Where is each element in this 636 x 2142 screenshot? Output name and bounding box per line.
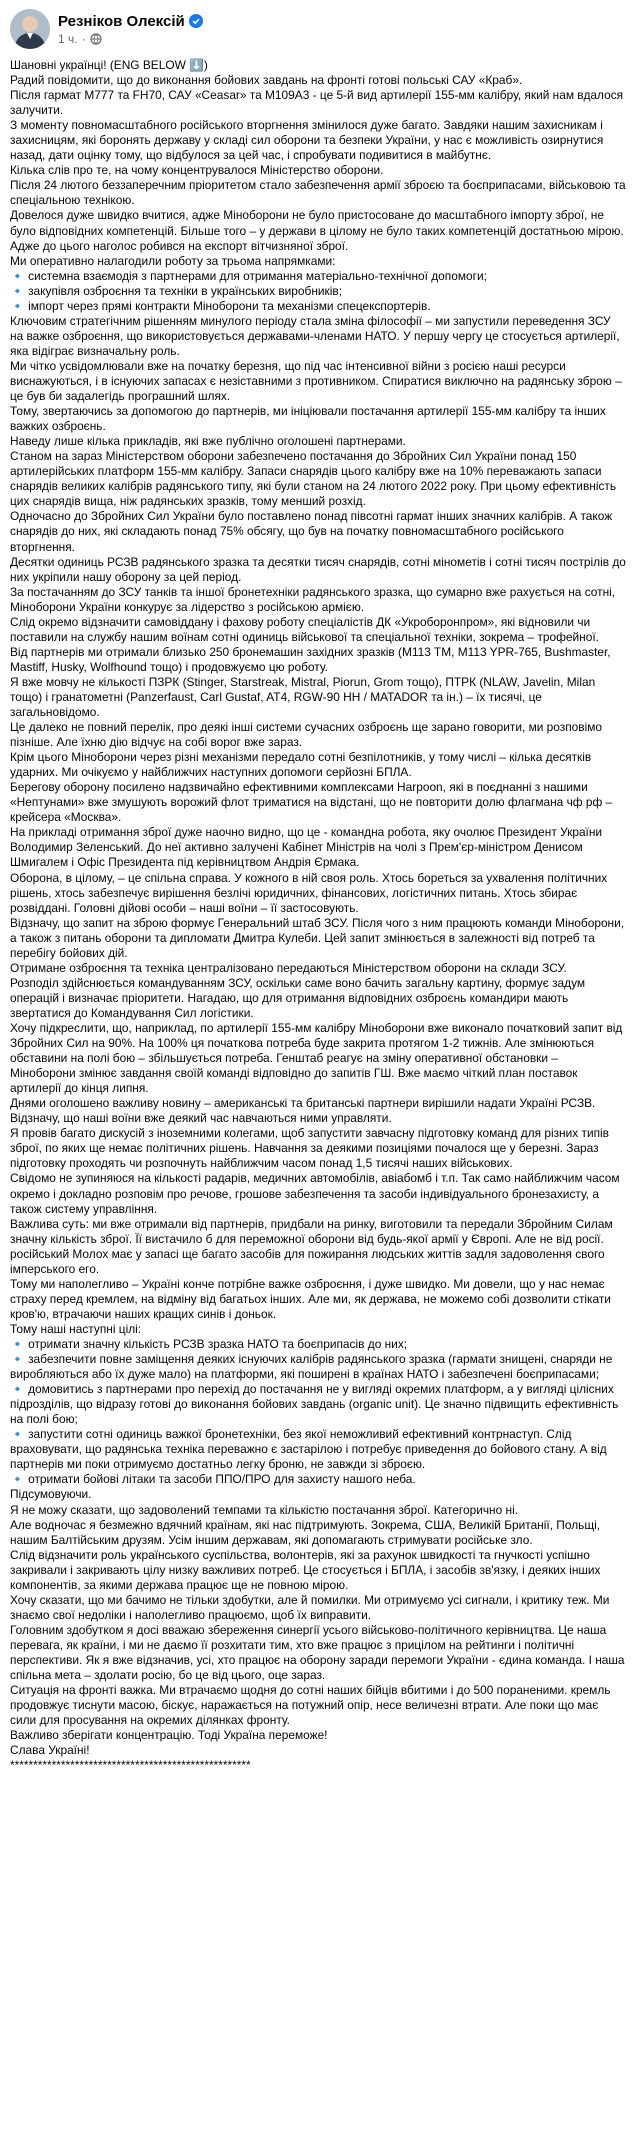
post-paragraph: Ми оперативно налагодили роботу за трьома напрямками: [10, 253, 336, 268]
post-paragraph: російський Молох має у запасі ще багато засобів для пожирання людських життів задля задоволення свого імперського его. [10, 1246, 605, 1276]
post-paragraph: Розподіл здійснюється командуванням ЗСУ, оскільки саме воно бачить загальну картину, формує задум операцій і визначає пріоритети. Нагадаю, що для отримання відповідних озброєнь командири мають звертатися до Командування Сил логістики. [10, 975, 586, 1020]
author-name[interactable]: Резніков Олексій [58, 12, 185, 30]
post-meta [58, 13, 203, 46]
dot-separator: · [81, 31, 86, 46]
post-paragraph: Хочу підкреслити, що, наприклад, по артилерії 155-мм калібру Міноборони вже виконало початковий запит від Збройних Сил на 90%. На 100% ця початкова потреба буде закрита протягом 1-2 тижнів. Але змінюються обставини на полі бою – збільшується потреба. Генштаб реагує на зміну оперативної обстановки – Міноборони змінює завдання своїй команді відповідно до запитів ГШ. Вже маємо чіткий план поставок артилерії до кінця липня. [10, 1021, 623, 1096]
post-paragraph: Берегову оборону посилено надзвичайно ефективними комплексами Harpoon, які в поєднанні з нашими «Нептунами» вже змушують ворожий флот триматися на відстані, що не повторити долю флагмана чф рф – крейсера «Москва». [10, 780, 613, 825]
post-body [0, 54, 636, 1773]
post-header [0, 0, 636, 54]
post-paragraph: 🔹 імпорт через прямі контракти Міноборони та механізми спецекспортерів. [10, 298, 431, 313]
post-paragraph: Головним здобутком я досі вважаю збереження синергії усього військово-політичного керівництва. Це наша перевага, як країни, і ми не даємо її розхитати тим, хто вже працює з прицілом на рейтинги і політичні перспективи. Як я вже відзначив, усі, хто працює на оборону заради перемоги України - єдина команда. І наша спільна мета – здолати росію, бо це від цього, оце зараз. [10, 1622, 625, 1683]
separator-line: **************************************************** [10, 1758, 251, 1773]
post-paragraph: Але водночас я безмежно вдячний країнам, які нас підтримують. Зокрема, США, Великій Британії, Польщі, нашим Балтійським друзям. Усім іншим державам, які допомагають стримувати російське зло. [10, 1517, 601, 1547]
post-paragraph: Тому ми наполегливо – Україні конче потрібне важке озброєння, і дуже швидко. Ми довели, що у нас немає страху перед кремлем, на відміну від багатьох інших. Але ми, як держава, не можемо собі дозволити стікати кров'ю, втрачаючи наших кращих синів і доньок. [10, 1276, 611, 1321]
post-paragraph: Я не можу сказати, що задоволений темпами та кількістю постачання зброї. Категорично ні. [10, 1502, 519, 1517]
post-paragraph: Станом на зараз Міністерством оборони забезпечено постачання до Збройних Сил України понад 150 артилерійських платформ 155-мм калібру. Запаси снарядів цього калібру вже на 10% переважають запаси снарядів великих калібрів радянського типу, які були станом на 24 лютого 2022 року. При цьому ефективність цих снарядів вища, ніж радянських зразків, тому менший розхід. [10, 449, 617, 509]
post-paragraph: 🔹 отримати значну кількість РСЗВ зразка НАТО та боєприпасів до них; [10, 1336, 408, 1351]
post-paragraph: Крім цього Міноборони через різні механізми передало сотні безпілотників, у тому числі – кілька десятків ударних. Ми очікуємо у найближчих наступних допомоги серйозні БПЛА. [10, 750, 592, 780]
post-paragraph: 🔹 системна взаємодія з партнерами для отримання матеріально-технічної допомоги; [10, 268, 487, 283]
post-paragraph: 🔹 запустити сотні одиниць важкої бронетехніки, без якої неможливий ефективний контрнаступ. Слід враховувати, що радянська техніка переважно є застарілою і потребує приведення до бойового стану. А від партнерів ми поки отримуємо достатньо легку броню, не завжди зі зброєю. [10, 1427, 607, 1472]
post-paragraph: Важливо зберігати концентрацію. Тоді Україна переможе! [10, 1728, 328, 1743]
post-paragraph: Отримане озброєння та техніка централізовано передаються Міністерством оборони на склади ЗСУ. [10, 960, 567, 975]
post-paragraph: Важлива суть: ми вже отримали від партнерів, придбали на ринку, виготовили та передали Збройним Силам значну кількість зброї. Її вистачило б для переможної оборони від будь-якої армії у Європі. Але не від росії. [10, 1216, 613, 1246]
post-paragraph: 🔹 закупівля озброєння та техніки в українських виробників; [10, 283, 342, 298]
post-paragraph: За постачанням до ЗСУ танків та іншої бронетехніки радянського зразка, що сумарно вже рахується на сотні, Міноборони України конкурує за лідерство з російською армією. [10, 584, 616, 614]
post-paragraph: Радий повідомити, що до виконання бойових завдань на фронті готові польські САУ «Краб». [10, 73, 523, 88]
post-paragraph: Ми чітко усвідомлювали вже на початку березня, що під час інтенсивної війни з росією наші ресурси виснажуються, і в існуючих запасах є незіставними з противником. Спиратися виключно на радянську зброю – це був би задалегідь програшний шлях. [10, 358, 622, 404]
post-paragraph: 🔹 домовитись з партнерами про перехід до постачання не у вигляді окремих платформ, а у вигляді цілісних підрозділів, що відразу готові до виконання бойових завдань (organic unit). Це значно підвищить ефективність на полі бою; [10, 1382, 619, 1427]
post-paragraph: 🔹 отримати бойові літаки та засоби ППО/ПРО для захисту нашого неба. [10, 1472, 416, 1487]
post-paragraph: Підсумовуючи. [10, 1487, 92, 1502]
author-row [58, 13, 203, 30]
verified-badge-icon [189, 14, 203, 28]
post-paragraph: Від партнерів ми отримали близько 250 бронемашин західних зразків (M113 TM, M113 YPR-765, Bushmaster, Mastiff, Husky, Wolfhound тощо) і продовжуємо цю роботу. [10, 644, 611, 674]
post-paragraph: Шановні українці! (ENG BELOW ⬇️) [10, 58, 208, 72]
post-paragraph: 🔹 забезпечити повне заміщення деяких існуючих калібрів радянського зразка (гармати знищені, снаряди не виробляються або їх дуже мало) на платформи, які поширені в країнах НАТО і забезпечені боєприпасами; [10, 1352, 613, 1382]
post-paragraph: Довелося дуже швидко вчитися, адже Міноборони не було пристосоване до масштабного імпорту зброї, не було відповідних компетенцій. Більше того – у держави в цілому не було таких компетенцій достатньою мірою. Адже до цього наголос робився на експорт вітчизняної зброї. [10, 208, 624, 253]
post-paragraph: Тому наші наступні цілі: [10, 1321, 142, 1336]
post-paragraph: Після гармат М777 та FH70, САУ «Ceasar» та M109A3 - це 5-й вид артилерії 155-мм калібру, який нам вдалося залучити. [10, 88, 624, 118]
post-paragraph: Кілька слів про те, на чому концентрувалося Міністерство оборони. [10, 163, 384, 178]
post-paragraph: Ситуація на фронті важка. Ми втрачаємо щодня до сотні наших бійців вбитими і до 500 пораненими. кремль продовжує тиснути масою, біскує, наражається на потужний опір, несе величезні втрати. Але поки що має сили для просування на окремих ділянках фронту. [10, 1683, 611, 1728]
post-paragraph: Тому, звертаючись за допомогою до партнерів, ми ініціювали постачання артилерії 155-мм калібру та інших важких озброєнь. [10, 404, 606, 434]
globe-icon [90, 33, 102, 45]
avatar-photo-icon [10, 9, 50, 49]
post-paragraph: Одночасно до Збройних Сил України було поставлено понад півсотні гармат інших значних калібрів. А також снарядів до них, які складають понад 75% обсягу, що був на початку повномасштабного російського вторгнення. [10, 509, 613, 554]
post-paragraph: Десятки одиниць РСЗВ радянського зразка та десятки тисяч снарядів, сотні мінометів і сотні тисяч пострілів до них укріпили нашу оборону за цей період. [10, 554, 626, 584]
post-paragraph: Ключовим стратегічним рішенням минулого періоду стала зміна філософії – ми запустили переведення ЗСУ на важке озброєння, що використовується державами-членами НАТО. У першу чергу це стосується артилерії, яка відіграє визначальну роль. [10, 313, 620, 358]
post-paragraph: Днями оголошено важливу новину – американські та британські партнери вирішили надати Україні РСЗВ. Відзначу, що наші воїни вже деякий час навчаються ними управляти. [10, 1096, 596, 1126]
post-paragraph: Слід відзначити роль українського суспільства, волонтерів, які за рахунок швидкості та гнучкості успішно закривали і закривають цілу низку важливих потреб. Це стосується і БПЛА, і засобів зв'язку, і деяких інших компонентів, за якими держава працює ще не повною мірою. [10, 1547, 601, 1592]
post-paragraph: Я провів багато дискусій з іноземними колегами, щоб запустити завчасну підготовку команд для різних типів зброї, по яких ще немає політичних рішень. Навчання за деякими позиціями почалося ще у березні. Зараз підготовку проходять чи розпочнуть найближчим часом понад 1,5 тисячі наших військових. [10, 1126, 609, 1171]
post-paragraph: Я вже мовчу не кількості ПЗРК (Stinger, Starstreak, Mistral, Piorun, Grom тощо), ПТРК (NLAW, Javelin, Milan тощо) і гранатометні (Panzerfaust, Carl Gustaf, AT4, RGW-90 HH / MATADOR та ін.) – їх тисячі, це загальновідомо. [10, 674, 596, 720]
avatar[interactable] [10, 9, 50, 49]
time-row [58, 32, 203, 46]
post-time[interactable]: 1 ч. [58, 31, 78, 46]
post-paragraph: Після 24 лютого беззаперечним пріоритетом стало забезпечення армії зброєю та боєприпасами, військовою та спеціальною технікою. [10, 178, 626, 208]
post-paragraph: Слід окремо відзначити самовіддану і фахову роботу спеціалістів ДК «Укроборонпром», які відновили чи поставили на службу нашим воїнам сотні одиниць військової та спеціальної техніки, зокрема – трофейної. [10, 614, 599, 644]
post-paragraph: На прикладі отримання зброї дуже наочно видно, що це - командна робота, яку очолює Президент України Володимир Зеленський. До неї активно залучені Кабінет Міністрів на чолі з Прем'єр-міністром Денисом Шмигалем і Офіс Президента під керівництвом Андрія Єрмака. [10, 825, 603, 870]
post-paragraph: Хочу сказати, що ми бачимо не тільки здобутки, але й помилки. Ми отримуємо усі сигнали, і критику теж. Ми знаємо свої недоліки і наполегливо працюємо, щоб їх виправити. [10, 1592, 610, 1622]
post-paragraph: Наведу лише кілька прикладів, які вже публічно оголошені партнерами. [10, 434, 406, 449]
post-paragraph: Свідомо не зупиняюся на кількості радарів, медичних автомобілів, авіабомб і т.п. Так само найближчим часом окремо і докладно розповім про речове, грошове забезпечення та засоби індивідуального бронезахисту, а також систему управління. [10, 1171, 620, 1216]
post-paragraph: З моменту повномасштабного російського вторгнення змінилося дуже багато. Завдяки нашим захисникам і захисницям, які боронять державу у складі сил оборони та безпеки України, у нас є можливість озирнутися назад, дати оцінку тому, що відбулося за цей час, і спробувати подивитися в майбутнє. [10, 118, 604, 163]
post-paragraph: Оборона, в цілому, – це спільна справа. У кожного в ній своя роль. Хтось бореться за ухвалення політичних рішень, хтось забезпечує вирішення безлічі юридичних, фінансових, логістичних питань. Хтось збирає розвіддані. Головні дійові особи – наші воїни – її застосовують. [10, 870, 608, 915]
post-paragraph: Відзначу, що запит на зброю формує Генеральний штаб ЗСУ. Після чого з ним працюють команди Міноборони, а також з питань оборони та дипломати Дмитра Кулеби. Цей запит змінюється в залежності від потреб та перебігу бойових дій. [10, 915, 625, 960]
post-paragraph: Це далеко не повний перелік, про деякі інші системи сучасних озброєнь ще зарано говорити, ми розповімо пізніше. Але їхню дію відчує на собі ворог вже зараз. [10, 720, 603, 750]
post-paragraph: Слава Україні! [10, 1743, 90, 1758]
